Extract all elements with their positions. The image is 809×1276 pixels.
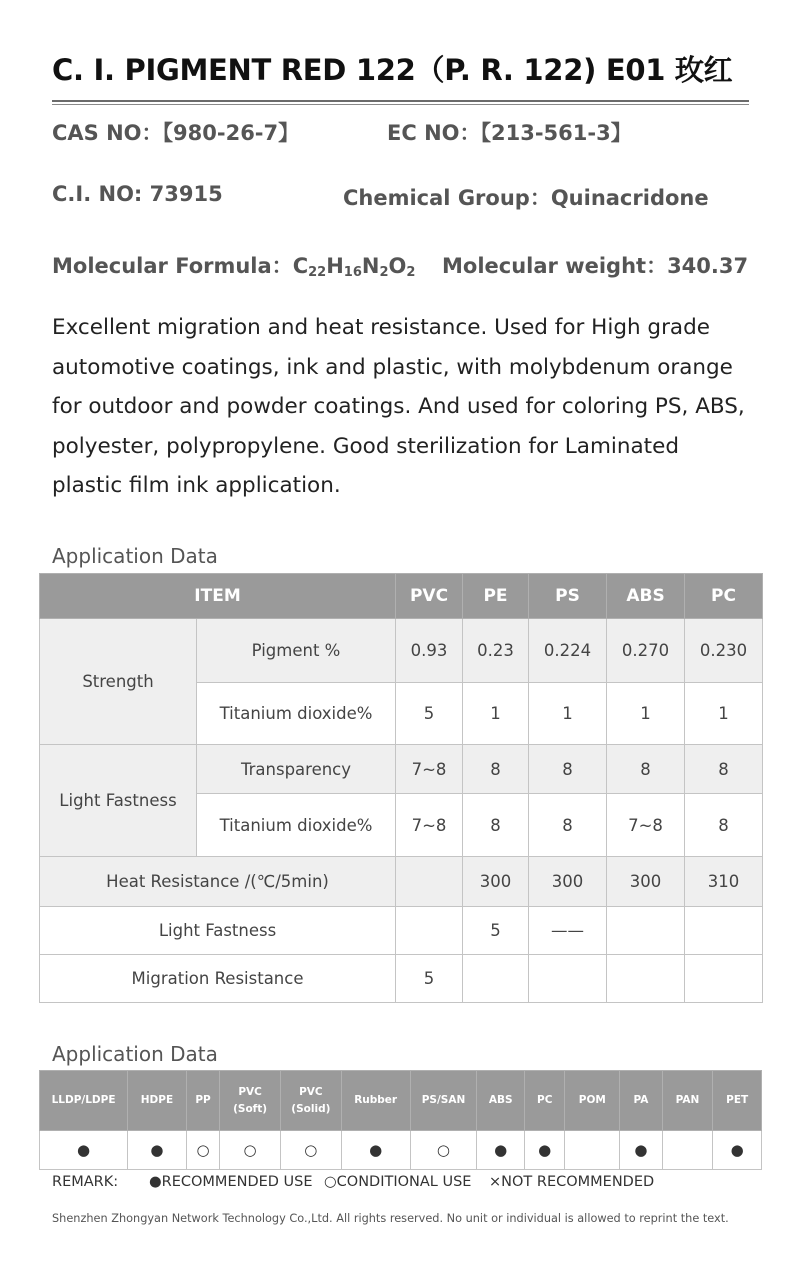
cell: [662, 1131, 713, 1170]
light-fastness-label: Light Fastness: [40, 745, 197, 857]
remark-not-recommended: ×NOT RECOMMENDED: [489, 1174, 655, 1190]
cell: 1: [463, 683, 529, 745]
cell: 8: [463, 794, 529, 857]
ec-number: EC NO：【213-561-3】: [387, 121, 632, 145]
cell: ○: [280, 1131, 341, 1170]
header-pc: PC: [685, 574, 763, 619]
cell: ●: [128, 1131, 187, 1170]
table-header-row: [40, 574, 763, 619]
molecular-weight: Molecular weight：340.37: [442, 254, 749, 278]
header-pc: PC: [524, 1071, 565, 1131]
cell: 8: [685, 745, 763, 794]
table-row: [40, 1131, 762, 1170]
row-label: Light Fastness: [40, 907, 396, 955]
cell: ●: [620, 1131, 663, 1170]
remark-recommended: ●RECOMMENDED USE: [149, 1174, 313, 1190]
cell: 5: [463, 907, 529, 955]
row-label: Heat Resistance /(℃/5min): [40, 857, 396, 907]
cell: 310: [685, 857, 763, 907]
copyright-footer: Shenzhen Zhongyan Network Technology Co.,Ltd. All rights reserved. No unit or individual is allowed to reprint the text.: [52, 1212, 729, 1225]
cell: 8: [607, 745, 685, 794]
properties-table: [39, 573, 763, 1003]
cell: ●: [40, 1131, 128, 1170]
cell: [565, 1131, 620, 1170]
header-pan: PAN: [662, 1071, 713, 1131]
table-row: [40, 955, 763, 1003]
cell: ——: [529, 907, 607, 955]
cell: ●: [341, 1131, 410, 1170]
header-hdpe: HDPE: [128, 1071, 187, 1131]
cell: [607, 955, 685, 1003]
header-pom: POM: [565, 1071, 620, 1131]
cell: [463, 955, 529, 1003]
cell: [685, 907, 763, 955]
cell: ○: [410, 1131, 477, 1170]
header-pvc-soft: PVC (Soft): [220, 1071, 281, 1131]
cell: 1: [685, 683, 763, 745]
header-pvc-solid: PVC (Solid): [280, 1071, 341, 1131]
application-data-label-2: Application Data: [52, 1042, 218, 1066]
header-lldpe: LLDP/LDPE: [40, 1071, 128, 1131]
cell: 7~8: [607, 794, 685, 857]
table-row: [40, 907, 763, 955]
cell: 1: [607, 683, 685, 745]
row-label: Migration Resistance: [40, 955, 396, 1003]
cell: [396, 907, 463, 955]
row-label: Titanium dioxide%: [197, 683, 396, 745]
header-pe: PE: [463, 574, 529, 619]
header-pp: PP: [186, 1071, 219, 1131]
cell: 0.270: [607, 619, 685, 683]
molecular-formula: [52, 250, 415, 280]
formula-value: $C_{22}H_{16}N_2O_2$: [292, 254, 416, 280]
cell: [396, 857, 463, 907]
cas-number: CAS NO：【980-26-7】: [52, 121, 300, 145]
cell: 300: [529, 857, 607, 907]
cell: 8: [529, 745, 607, 794]
cell: ●: [524, 1131, 565, 1170]
cell: 5: [396, 683, 463, 745]
cell: 0.224: [529, 619, 607, 683]
cell: 8: [685, 794, 763, 857]
row-label: Pigment %: [197, 619, 396, 683]
table-row: [40, 619, 763, 683]
title-rule-thin: [52, 104, 749, 105]
cell: [685, 955, 763, 1003]
description: Excellent migration and heat resistance. Used for High grade automotive coatings, ink and plastic, with molybdenum orange for outdoor and powder coatings. And used for coloring PS, ABS, polyester, polypropylene. Good sterilization for Laminated plastic film ink application.: [52, 315, 745, 498]
header-abs: ABS: [477, 1071, 525, 1131]
header-ps-san: PS/SAN: [410, 1071, 477, 1131]
cell: 7~8: [396, 794, 463, 857]
cell: 8: [529, 794, 607, 857]
application-table: [39, 1070, 762, 1170]
header-rubber: Rubber: [341, 1071, 410, 1131]
cell: 300: [607, 857, 685, 907]
header-pvc: PVC: [396, 574, 463, 619]
chemical-group: Chemical Group：Quinacridone: [343, 186, 709, 210]
cell: 1: [529, 683, 607, 745]
remark-label: REMARK:: [52, 1174, 119, 1190]
table-row: [40, 857, 763, 907]
table-row: [40, 745, 763, 794]
cell: [529, 955, 607, 1003]
remark-conditional: ○CONDITIONAL USE: [324, 1174, 472, 1190]
row-label: Titanium dioxide%: [197, 794, 396, 857]
row-label: Transparency: [197, 745, 396, 794]
cell: ○: [186, 1131, 219, 1170]
cell: 0.230: [685, 619, 763, 683]
cell: ○: [220, 1131, 281, 1170]
header-pet: PET: [713, 1071, 762, 1131]
formula-label: Molecular Formula：: [52, 254, 293, 278]
title-rule: [52, 100, 749, 102]
cell: 300: [463, 857, 529, 907]
application-data-label: Application Data: [52, 544, 218, 568]
cell: ●: [713, 1131, 762, 1170]
cell: ●: [477, 1131, 525, 1170]
page-title: C. I. PIGMENT RED 122（P. R. 122) E01 玫红: [52, 53, 733, 87]
strength-label: Strength: [40, 619, 197, 745]
ci-number: C.I. NO: 73915: [52, 182, 223, 206]
header-abs: ABS: [607, 574, 685, 619]
table-header-row: [40, 1071, 762, 1131]
cell: [607, 907, 685, 955]
header-item: ITEM: [40, 574, 396, 619]
header-ps: PS: [529, 574, 607, 619]
cell: 8: [463, 745, 529, 794]
cell: 0.93: [396, 619, 463, 683]
header-pa: PA: [620, 1071, 663, 1131]
cell: 7~8: [396, 745, 463, 794]
remark-legend: [52, 1174, 654, 1190]
cell: 5: [396, 955, 463, 1003]
cell: 0.23: [463, 619, 529, 683]
